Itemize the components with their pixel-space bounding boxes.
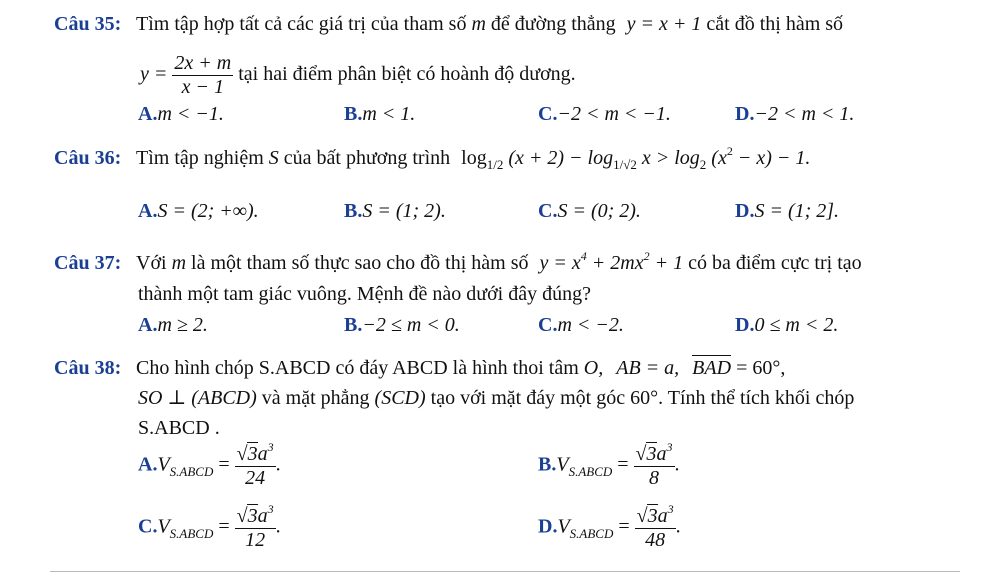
q35-text-c: cắt đồ thị hàm số — [706, 13, 844, 35]
q38-line3: S.ABCD . — [138, 417, 220, 439]
q35-option-a[interactable]: A.m < −1. — [138, 103, 224, 125]
q38-option-d[interactable]: $D.V_{S.ABCD}$ = $\frac{√3a^3}{48}$ . — [538, 502, 681, 551]
q36-option-a[interactable]: A.S = (2; +∞). — [138, 200, 259, 222]
q35-option-d[interactable]: D.−2 < m < 1. — [735, 103, 855, 125]
q35-fraction — [172, 52, 233, 99]
q38-O: O, — [583, 357, 604, 379]
q36-option-c[interactable]: C.S = (0; 2). — [538, 200, 641, 222]
q35-func-lhs: y = — [140, 63, 168, 86]
q38-option-c[interactable]: $C.V_{S.ABCD}$ = $\frac{√3a^3}{12}$ . — [138, 502, 281, 551]
q36-option-b[interactable]: B.S = (1; 2). — [344, 200, 446, 222]
q38-angle: BAD — [692, 357, 732, 379]
q35-option-c[interactable]: C.−2 < m < −1. — [538, 103, 671, 125]
q37-line2: thành một tam giác vuông. Mệnh đề nào dưới đây đúng? — [138, 283, 591, 305]
q35-option-b[interactable]: B.m < 1. — [344, 103, 416, 125]
page-divider — [50, 571, 960, 572]
q37-label: Câu 37: — [54, 252, 122, 274]
q38-line2: SO ⊥ (ABCD) và mặt phẳng (SCD) tạo với mặt đáy một góc 60°. Tính thể tích khối chóp — [138, 387, 855, 409]
q37-function: $y = x^4 + 2mx^2 + 1$ — [539, 249, 684, 274]
q38-option-a[interactable]: $A.V_{S.ABCD}$ = $\frac{√3a^3}{24}$ . — [138, 440, 281, 489]
q35-line2 — [140, 52, 576, 99]
q36-label: Câu 36: — [54, 147, 122, 169]
q37-option-b[interactable]: B.−2 ≤ m < 0. — [344, 314, 460, 336]
q35-label: Câu 35: — [54, 13, 122, 35]
q35-frac-den: x − 1 — [181, 76, 224, 98]
q38-AB: AB = a, — [616, 357, 680, 379]
q35-line-eq: y = x + 1 — [626, 13, 702, 35]
q35-text-b: để đường thẳng — [490, 13, 616, 35]
q37-option-c[interactable]: C.m < −2. — [538, 314, 624, 336]
q35-frac-num: 2x + m — [174, 52, 232, 74]
q36-inequality: $\log_{1/2} (x + 2) - \log_{1/√2} x > \log_2 (x^2 - x) - 1$. — [461, 144, 811, 172]
q35-text-a: Tìm tập hợp tất cả các giá trị của tham số — [136, 13, 467, 35]
q36-text-b: của bất phương trình — [283, 147, 451, 169]
q38-option-b[interactable]: $B.V_{S.ABCD}$ = $\frac{√3a^3}{8}$ . — [538, 440, 680, 489]
q38-label: Câu 38: — [54, 357, 122, 379]
q37-m: m — [171, 252, 187, 274]
q36-text-a: Tìm tập nghiệm — [136, 147, 264, 169]
q38-text-a: Cho hình chóp S.ABCD có đáy ABCD là hình thoi tâm — [136, 357, 579, 379]
q36-S: S — [268, 147, 279, 169]
q38-angle-val: = 60°, — [736, 357, 786, 379]
q35-text-d: tại hai điểm phân biệt có hoành độ dương. — [238, 63, 576, 86]
q37-text-a: Với — [136, 252, 167, 274]
q37-option-d[interactable]: D.0 ≤ m < 2. — [735, 314, 839, 336]
q37-option-a[interactable]: A.m ≥ 2. — [138, 314, 208, 336]
q37-text-c: có ba điểm cực trị tạo — [688, 252, 862, 274]
q37-text-b: là một tham số thực sao cho đồ thị hàm số — [191, 252, 529, 274]
q35-m: m — [471, 13, 486, 35]
q36-option-d[interactable]: D.S = (1; 2]. — [735, 200, 840, 222]
